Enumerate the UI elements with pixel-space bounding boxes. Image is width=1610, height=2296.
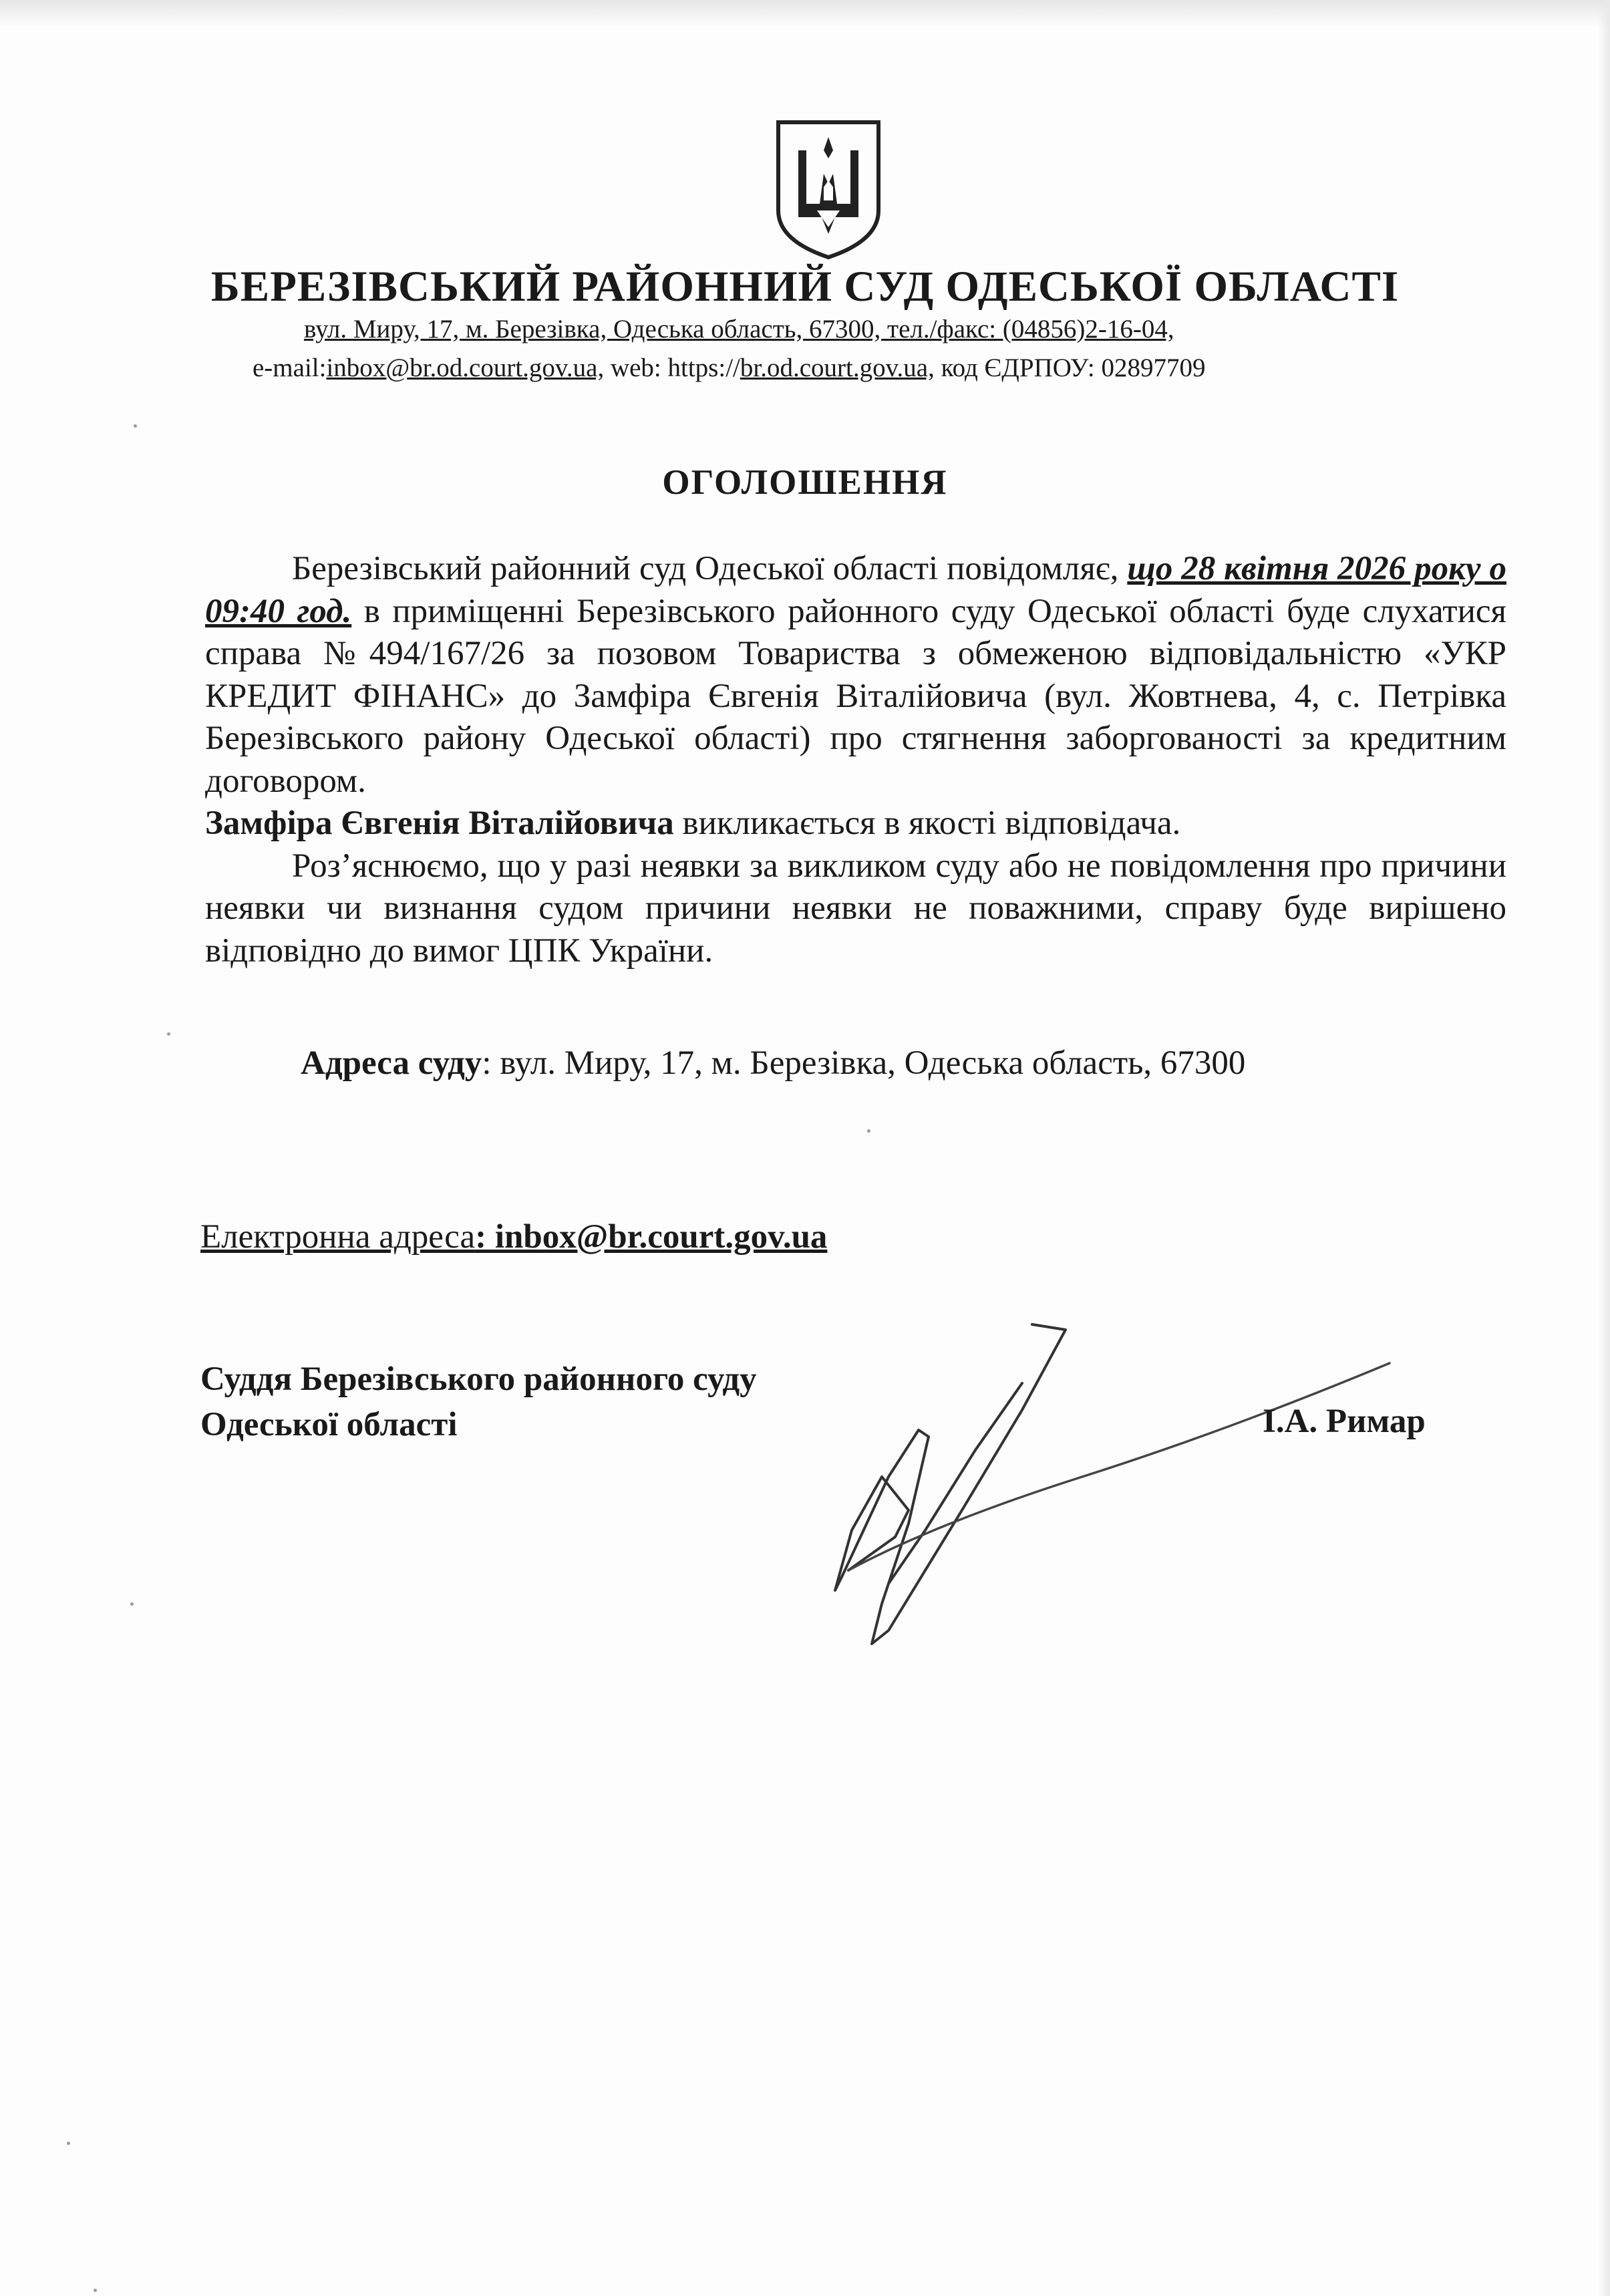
court-email-link[interactable]: inbox@br.od.court.gov.ua, [326,353,605,382]
scan-speck [94,2289,97,2292]
court-contact-address: вул. Миру, 17, м. Березівка, Одеська область, 67300, тел./факс: (04856)2-16-04, [304,315,1174,343]
email-label: Електронна адреса [200,1218,476,1256]
document-heading: ОГОЛОШЕННЯ [662,463,948,502]
address-value: : вул. Миру, 17, м. Березівка, Одеська область, 67300 [482,1044,1246,1082]
scan-speck [867,1129,870,1133]
notice-body [205,548,1506,972]
judge-title [200,1356,757,1447]
scan-speck [134,424,137,428]
court-address [301,1044,1245,1083]
scan-speck [167,1032,170,1036]
judge-name: І.А. Римар [1263,1403,1426,1440]
scan-shadow [1598,0,1610,2296]
signature-icon [802,1310,1403,1657]
scan-shadow [0,0,1610,27]
judge-title-line-1: Суддя Березівського районного суду [200,1360,757,1398]
notice-intro: Березівський районний суд Одеської області повідомляє, [292,550,1128,587]
notice-paragraph-1 [205,548,1506,803]
email-value[interactable]: : inbox@br.court.gov.ua [475,1218,828,1256]
court-email [200,1217,827,1256]
notice-paragraph-2 [205,803,1506,845]
defendant-name: Замфіра Євгенія Віталійовича [205,805,674,842]
email-prefix: e-mail: [253,353,327,382]
court-name: БЕРЕЗІВСЬКИЙ РАЙОННИЙ СУД ОДЕСЬКОЇ ОБЛАСТІ [210,263,1400,311]
notice-case-details: в приміщенні Березівського районного суду Одеської області буде слухатися справа №494/167/26 за позовом Товариства з обмеженою відповідальністю «УКР КРЕДИТ ФІНАНС» до Замфіра Євгенія Віталійовича (вул. Жовтнева, 4, с. Петрівка Березівського району Одеської області) про стягнення заборгованості за кредитним договором. [205,592,1506,800]
court-contact-online [253,353,1455,383]
web-prefix: web: https:// [604,353,740,382]
scan-speck [67,2142,70,2145]
address-label: Адреса суду [301,1044,482,1082]
defendant-role: викликається в якості відповідача. [673,805,1181,842]
trident-icon [772,117,885,261]
notice-paragraph-3: Роз’яснюємо, що у разі неявки за викликом суду або не повідомлення про причини неявки чи визнання судом причини неявки не поважними, справу буде вирішено відповідно до вимог ЦПК України. [205,847,1506,970]
hearing-date: що 28 квітня 2026 року о 09:40 год. [205,550,1506,630]
edrpou-code: код ЄДРПОУ: 02897709 [934,353,1206,382]
judge-title-line-2: Одеської області [200,1406,458,1443]
court-web-link[interactable]: br.od.court.gov.ua, [740,353,935,382]
scan-speck [130,1602,134,1606]
